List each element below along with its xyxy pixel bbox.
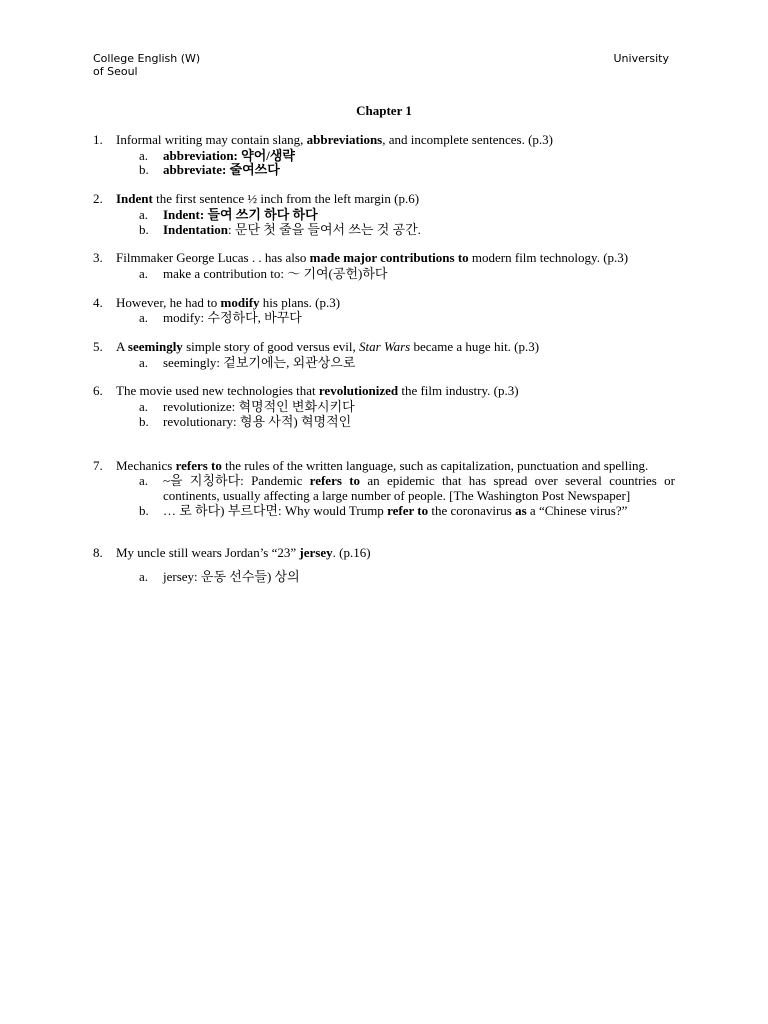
item-number: 1. [93,132,103,147]
sub-item [116,149,675,164]
item-sentence [116,340,675,355]
item-sentence [116,251,675,266]
item-number: 3. [93,250,103,266]
list-item-8 [93,546,675,584]
sub-item [116,311,675,326]
sentence-text: Filmmaker George Lucas . . has also [116,250,310,266]
sub-item [116,223,675,238]
sub-list [116,356,675,371]
item-sentence [116,133,675,148]
keyword: refer to [387,502,429,518]
sub-letter: a. [139,399,149,415]
list-item-5 [93,340,675,370]
sub-item [116,208,675,223]
sub-list [116,311,675,326]
keyword: made major contributions to [309,250,469,266]
definition: 약어/생략 [237,147,295,163]
sentence-text: his plans. (p.3) [259,294,341,310]
sentence-text: modern film technology. (p.3) [468,250,629,266]
sub-list [116,570,675,585]
item-number: 8. [93,545,103,561]
sub-letter: b. [139,502,149,518]
sentence-text: , and incomplete sentences. (p.3) [382,132,553,147]
university-word: University [613,52,669,65]
term: abbreviation: [163,147,238,163]
keyword: modify [220,294,260,310]
keyword: Indent [116,191,153,207]
sub-list [116,400,675,429]
term: Indent: [163,206,205,222]
list-item-3 [93,251,675,281]
list-item-7 [93,459,675,519]
sub-item [116,504,675,519]
definition: : 문단 첫 줄을 들여서 쓰는 것 공간. [228,221,421,237]
sub-item [116,267,675,282]
sub-list [116,149,675,178]
item-number: 4. [93,294,103,310]
sub-letter: a. [139,147,149,163]
definition: seemingly: 겉보기에는, 외관상으로 [163,354,356,370]
definition: make a contribution to: ～ 기여(공헌)하다 [163,265,388,281]
vocab-list [93,133,675,585]
definition: jersey: 운동 선수들) 상의 [163,569,300,585]
definition: revolutionary: 형용 사적) 혁명적인 [163,413,352,429]
sentence-text: A [116,339,128,355]
sentence-text: the film industry. (p.3) [398,383,519,399]
keyword: refers to [309,473,361,489]
item-sentence [116,296,675,311]
sub-item [116,163,675,178]
item-sentence [116,192,675,207]
list-item-6 [93,384,675,429]
example-text: ~을 지칭하다: Pandemic [163,473,310,489]
sub-list [116,208,675,237]
sub-item [116,474,675,503]
keyword: refers to [175,457,222,473]
sub-letter: b. [139,162,149,178]
list-item-1 [93,133,675,178]
keyword: jersey [299,545,333,561]
sentence-text: Mechanics [116,457,176,473]
course-name: College English (W) [93,52,201,65]
sub-list [116,474,675,518]
film-title: Star Wars [359,339,411,355]
definition: revolutionize: 혁명적인 변화시키다 [163,399,355,415]
sub-item [116,570,675,585]
list-item-2 [93,192,675,237]
keyword: seemingly [127,339,183,355]
page-header [93,52,669,78]
sub-list [116,267,675,282]
example-text: the coronavirus [428,502,516,518]
definition: modify: 수정하다, 바꾸다 [163,310,302,326]
item-sentence [116,546,675,561]
item-sentence [116,459,675,474]
sub-letter: b. [139,221,149,237]
item-number: 7. [93,457,103,473]
sub-letter: a. [139,265,149,281]
sub-item [116,400,675,415]
item-number: 5. [93,339,103,355]
sub-item [116,415,675,430]
keyword: as [515,502,527,518]
university-name-cont: of Seoul [93,65,138,78]
sub-letter: a. [139,310,149,326]
sub-letter: a. [139,354,149,370]
sub-letter: b. [139,413,149,429]
sentence-text: the first sentence ½ inch from the left margin (p.6) [152,191,420,207]
example-text: a “Chinese virus?” [526,502,628,518]
example-text: an epidemic that has spread over several countries or continents, usually affecting a large number of people. [The Washington Post Newspaper] [163,473,676,503]
term: abbreviate: [163,162,227,178]
sentence-text: However, he had to [116,294,221,310]
sub-letter: a. [139,569,149,585]
term: Indentation [163,221,229,237]
definition: 줄여쓰다 [226,162,280,178]
item-number: 2. [93,191,103,207]
sentence-text: My uncle still wears Jordan’s “23” [116,545,300,561]
sentence-text: the rules of the written language, such as capitalization, punctuation and spelling. [221,457,649,473]
chapter-title: Chapter 1 [356,103,412,118]
definition: 들여 쓰기 하다 하다 [204,206,318,222]
sub-letter: a. [139,206,149,222]
sentence-text: The movie used new technologies that [116,383,319,399]
sentence-text: . (p.16) [332,545,371,561]
sub-item [116,356,675,371]
sentence-text: became a huge hit. (p.3) [410,339,540,355]
sentence-text: Informal writing may contain slang, [116,132,307,147]
keyword: revolutionized [318,383,399,399]
example-text: … 로 하다) 부르다면: Why would Trump [163,502,388,518]
sub-letter: a. [139,473,149,489]
item-sentence [116,384,675,399]
keyword: abbreviations [306,132,383,147]
list-item-4 [93,296,675,326]
item-number: 6. [93,383,103,399]
sentence-text: simple story of good versus evil, [182,339,360,355]
